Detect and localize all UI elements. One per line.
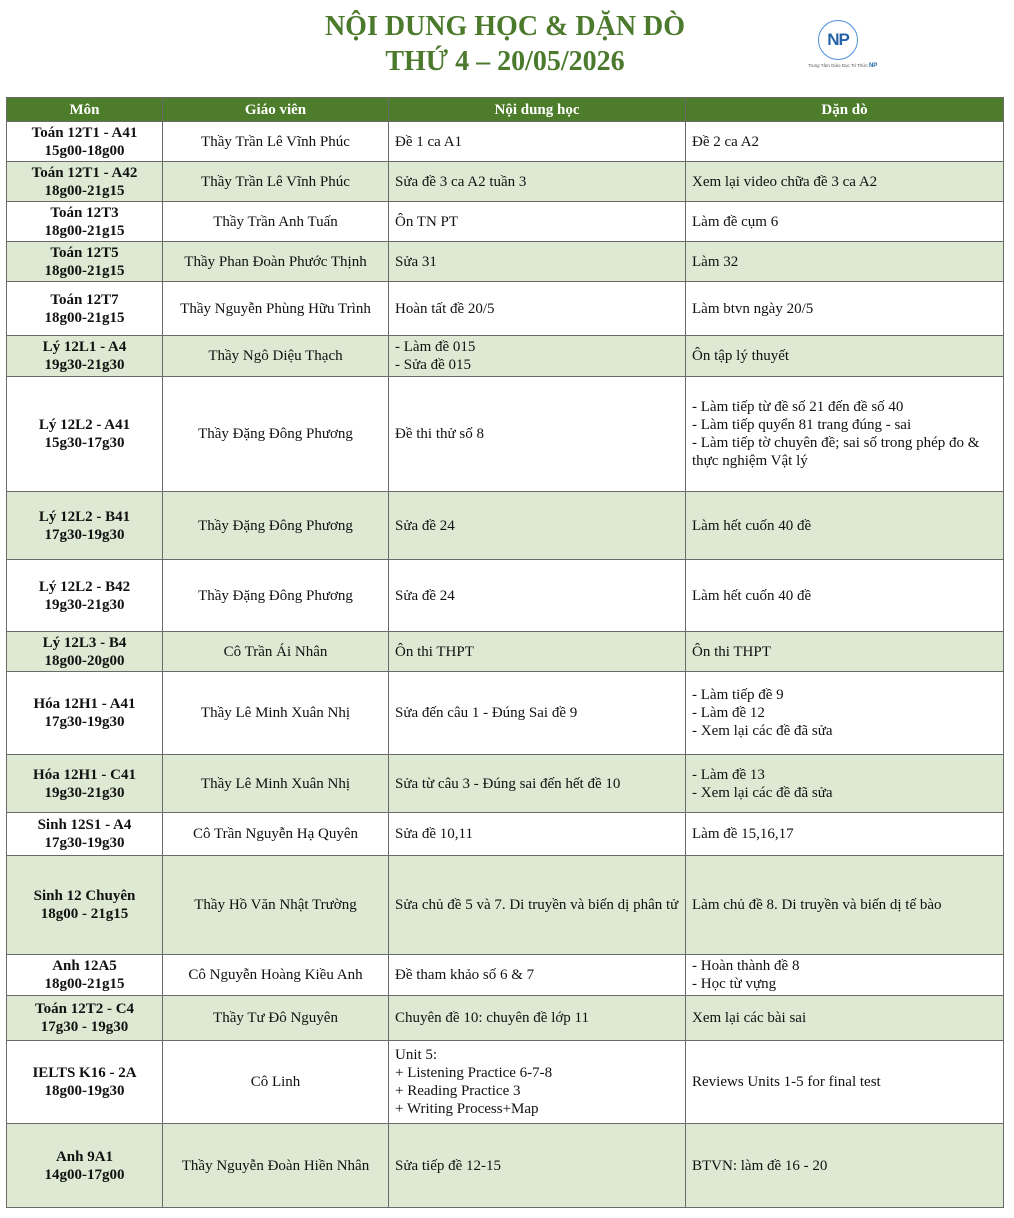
cell-content	[389, 242, 686, 282]
table-row	[7, 282, 1004, 336]
cell-content-line: Ôn TN PT	[395, 213, 459, 230]
cell-homework	[686, 122, 1004, 162]
cell-homework-line: Làm hết cuốn 40 đề	[692, 587, 812, 604]
table-row	[7, 242, 1004, 282]
header-noi-dung: Nội dung học	[389, 98, 686, 122]
cell-homework-line: Ôn thi THPT	[692, 643, 771, 660]
cell-content	[389, 377, 686, 492]
cell-content-line: Sửa đề 3 ca A2 tuần 3	[395, 173, 527, 190]
logo-mark: NP	[827, 30, 849, 49]
table-row	[7, 1041, 1004, 1124]
cell-homework-line: Xem lại video chữa đề 3 ca A2	[692, 173, 878, 190]
cell-subject	[7, 162, 163, 202]
table-row	[7, 1124, 1004, 1208]
cell-subject-line: 19g30-21g30	[44, 596, 125, 613]
logo-caption: Trung Tâm Giáo Dục Tri Thức NP	[808, 63, 878, 69]
table-row	[7, 672, 1004, 755]
cell-teacher: Cô Nguyễn Hoàng Kiều Anh	[163, 955, 389, 996]
cell-content	[389, 492, 686, 560]
page-title: NỘI DUNG HỌC & DẶN DÒ	[324, 11, 686, 42]
cell-subject-line: Toán 12T5	[50, 244, 119, 261]
cell-subject-line: 18g00-21g15	[44, 309, 125, 326]
cell-subject-line: Sinh 12S1 - A4	[37, 817, 132, 833]
cell-subject-line: Hóa 12H1 - C41	[33, 766, 136, 783]
cell-subject	[7, 955, 163, 996]
cell-content	[389, 560, 686, 632]
cell-content-line: Đề 1 ca A1	[395, 133, 463, 150]
cell-content	[389, 336, 686, 377]
cell-subject	[7, 336, 163, 377]
cell-homework-line: - Làm tiếp quyển 81 trang đúng - sai	[692, 417, 912, 433]
cell-homework	[686, 336, 1004, 377]
cell-content-line: Chuyên đề 10: chuyên đề lớp 11	[395, 1010, 590, 1026]
cell-homework-line: Làm đề cụm 6	[692, 213, 779, 230]
cell-content	[389, 672, 686, 755]
cell-teacher: Thầy Lê Minh Xuân Nhị	[163, 755, 389, 813]
table-row	[7, 813, 1004, 856]
cell-teacher: Thầy Nguyễn Phùng Hữu Trình	[163, 282, 389, 336]
table-row	[7, 336, 1004, 377]
header-giao-vien: Giáo viên	[163, 98, 389, 122]
cell-content	[389, 282, 686, 336]
cell-subject-line: Anh 9A1	[55, 1148, 114, 1165]
cell-teacher: Thầy Trần Lê Vĩnh Phúc	[163, 122, 389, 162]
cell-content-line: + Writing Process+Map	[395, 1101, 539, 1117]
cell-subject-line: 14g00-17g00	[44, 1166, 125, 1183]
cell-subject-line: Lý 12L3 - B4	[42, 634, 127, 651]
cell-homework-line: BTVN: làm đề 16 - 20	[692, 1157, 828, 1174]
cell-homework	[686, 996, 1004, 1041]
cell-homework-line: Làm btvn ngày 20/5	[692, 300, 814, 317]
cell-teacher: Thầy Trần Anh Tuấn	[163, 202, 389, 242]
cell-content-line: Sửa từ câu 3 - Đúng sai đến hết đề 10	[395, 775, 621, 792]
cell-homework-line: Đề 2 ca A2	[692, 133, 760, 150]
cell-homework-line: - Học từ vựng	[692, 976, 777, 992]
cell-content	[389, 632, 686, 672]
cell-content	[389, 162, 686, 202]
cell-content	[389, 202, 686, 242]
cell-subject	[7, 377, 163, 492]
cell-teacher: Cô Linh	[163, 1041, 389, 1124]
cell-homework-line: - Làm đề 13	[692, 766, 765, 783]
cell-subject	[7, 672, 163, 755]
cell-content-line: Sửa 31	[395, 253, 437, 270]
cell-teacher: Thầy Đặng Đông Phương	[163, 492, 389, 560]
cell-subject-line: 15g30-17g30	[44, 435, 125, 451]
table-row	[7, 492, 1004, 560]
cell-subject	[7, 1041, 163, 1124]
cell-subject-line: Anh 12A5	[52, 958, 117, 974]
cell-subject-line: 18g00-21g15	[44, 976, 125, 992]
cell-homework-line: Xem lại các bài sai	[692, 1010, 807, 1026]
cell-subject	[7, 242, 163, 282]
cell-homework	[686, 1124, 1004, 1208]
cell-subject-line: IELTS K16 - 2A	[32, 1065, 137, 1081]
table-row	[7, 632, 1004, 672]
cell-content-line: Sửa chủ đề 5 và 7. Di truyền và biến dị phân tử	[395, 897, 679, 913]
cell-content	[389, 813, 686, 856]
cell-homework	[686, 242, 1004, 282]
cell-subject-line: 18g00-20g00	[44, 652, 125, 669]
cell-teacher: Cô Trần Ái Nhân	[163, 632, 389, 672]
cell-subject	[7, 492, 163, 560]
cell-teacher: Thầy Ngô Diệu Thạch	[163, 336, 389, 377]
cell-homework-line: Làm 32	[692, 253, 739, 270]
cell-homework-line: Làm đề 15,16,17	[692, 826, 794, 842]
cell-homework	[686, 377, 1004, 492]
cell-teacher: Thầy Nguyễn Đoàn Hiền Nhân	[163, 1124, 389, 1208]
cell-subject	[7, 122, 163, 162]
cell-subject-line: 17g30 - 19g30	[40, 1019, 129, 1035]
cell-subject-line: 18g00-21g15	[44, 182, 125, 199]
cell-subject-line: Toán 12T2 - C4	[34, 1001, 135, 1017]
table-row	[7, 122, 1004, 162]
cell-teacher: Thầy Đặng Đông Phương	[163, 560, 389, 632]
cell-subject	[7, 632, 163, 672]
cell-subject-line: Hóa 12H1 - A41	[33, 696, 136, 712]
cell-subject	[7, 282, 163, 336]
cell-teacher: Cô Trần Nguyễn Hạ Quyên	[163, 813, 389, 856]
cell-content	[389, 122, 686, 162]
cell-subject-line: 17g30-19g30	[44, 714, 125, 730]
cell-content-line: + Listening Practice 6-7-8	[395, 1065, 553, 1081]
cell-content	[389, 755, 686, 813]
cell-teacher: Thầy Hồ Văn Nhật Trường	[163, 856, 389, 955]
cell-subject-line: Lý 12L2 - B41	[38, 508, 131, 525]
cell-content-line: - Làm đề 015	[395, 339, 476, 355]
brand-logo	[808, 20, 880, 76]
cell-subject-line: Toán 12T1 - A41	[31, 124, 138, 141]
table-header-row	[7, 98, 1004, 122]
cell-homework	[686, 492, 1004, 560]
cell-content-line: + Reading Practice 3	[395, 1083, 521, 1099]
cell-homework-line: - Xem lại các đề đã sửa	[692, 784, 833, 801]
cell-homework-line: - Hoàn thành đề 8	[692, 958, 800, 974]
cell-content	[389, 996, 686, 1041]
cell-subject	[7, 1124, 163, 1208]
cell-subject-line: 17g30-19g30	[44, 526, 125, 543]
table-row	[7, 560, 1004, 632]
cell-content-line: Unit 5:	[395, 1047, 438, 1063]
header-mon: Môn	[7, 98, 163, 122]
cell-content-line: Sửa đề 24	[395, 587, 455, 604]
cell-teacher: Thầy Tư Đô Nguyên	[163, 996, 389, 1041]
header-dan-do: Dặn dò	[686, 98, 1004, 122]
cell-homework-line: - Làm tiếp tờ chuyên đề; sai số trong phép đo & thực nghiệm Vật lý	[692, 435, 980, 469]
cell-subject	[7, 813, 163, 856]
cell-homework	[686, 955, 1004, 996]
cell-homework-line: - Làm đề 12	[692, 705, 765, 721]
cell-homework	[686, 755, 1004, 813]
cell-homework-line: - Xem lại các đề đã sửa	[692, 723, 833, 739]
cell-content	[389, 1041, 686, 1124]
cell-subject-line: 18g00-21g15	[44, 222, 125, 239]
schedule-table	[6, 97, 1004, 1208]
cell-subject	[7, 996, 163, 1041]
cell-homework-line: Làm hết cuốn 40 đề	[692, 517, 812, 534]
cell-homework-line: - Làm tiếp từ đề số 21 đến đề số 40	[692, 399, 904, 415]
cell-homework	[686, 856, 1004, 955]
cell-content-line: Đề tham khảo số 6 & 7	[395, 967, 535, 983]
cell-content	[389, 955, 686, 996]
cell-teacher: Thầy Lê Minh Xuân Nhị	[163, 672, 389, 755]
table-row	[7, 755, 1004, 813]
cell-subject	[7, 202, 163, 242]
cell-homework-line: Reviews Units 1-5 for final test	[692, 1074, 881, 1090]
page-subtitle-date: THỨ 4 – 20/05/2026	[385, 46, 625, 77]
cell-subject-line: 18g00-19g30	[44, 1083, 125, 1099]
cell-homework-line: Ôn tập lý thuyết	[692, 348, 790, 364]
cell-content-line: Sửa đề 24	[395, 517, 455, 534]
table-row	[7, 996, 1004, 1041]
schedule-body	[7, 122, 1004, 1208]
cell-content	[389, 856, 686, 955]
cell-subject-line: Toán 12T3	[50, 204, 119, 221]
cell-content-line: Ôn thi THPT	[395, 643, 474, 660]
table-row	[7, 955, 1004, 996]
table-row	[7, 202, 1004, 242]
cell-homework	[686, 813, 1004, 856]
cell-homework	[686, 632, 1004, 672]
cell-teacher: Thầy Trần Lê Vĩnh Phúc	[163, 162, 389, 202]
cell-homework	[686, 162, 1004, 202]
cell-subject-line: Toán 12T1 - A42	[31, 164, 138, 181]
cell-content-line: - Sửa đề 015	[395, 357, 472, 373]
cell-homework	[686, 202, 1004, 242]
cell-subject-line: 19g30-21g30	[44, 784, 125, 801]
cell-subject	[7, 560, 163, 632]
cell-homework	[686, 672, 1004, 755]
cell-subject-line: 15g00-18g00	[44, 142, 125, 159]
cell-homework	[686, 560, 1004, 632]
cell-subject-line: Lý 12L1 - A4	[42, 339, 127, 355]
table-row	[7, 856, 1004, 955]
cell-subject-line: 18g00 - 21g15	[40, 906, 129, 922]
cell-content-line: Sửa đến câu 1 - Đúng Sai đề 9	[395, 705, 578, 721]
cell-homework	[686, 282, 1004, 336]
cell-homework	[686, 1041, 1004, 1124]
cell-subject-line: 17g30-19g30	[44, 835, 125, 851]
cell-subject-line: Lý 12L2 - A41	[38, 417, 131, 433]
cell-content	[389, 1124, 686, 1208]
cell-teacher: Thầy Phan Đoàn Phước Thịnh	[163, 242, 389, 282]
table-row	[7, 377, 1004, 492]
cell-subject-line: Lý 12L2 - B42	[38, 578, 131, 595]
cell-homework-line: - Làm tiếp đề 9	[692, 687, 784, 703]
cell-content-line: Đề thi thử số 8	[395, 426, 484, 442]
cell-content-line: Hoàn tất đề 20/5	[395, 300, 495, 317]
cell-subject	[7, 856, 163, 955]
cell-teacher: Thầy Đặng Đông Phương	[163, 377, 389, 492]
cell-subject-line: Toán 12T7	[50, 291, 119, 308]
table-row	[7, 162, 1004, 202]
cell-subject-line: 19g30-21g30	[44, 357, 125, 373]
cell-content-line: Sửa tiếp đề 12-15	[395, 1157, 502, 1174]
cell-subject-line: 18g00-21g15	[44, 262, 125, 279]
cell-content-line: Sửa đề 10,11	[395, 826, 473, 842]
cell-homework-line: Làm chủ đề 8. Di truyền và biến dị tế bào	[692, 897, 942, 913]
cell-subject-line: Sinh 12 Chuyên	[33, 888, 136, 904]
cell-subject	[7, 755, 163, 813]
